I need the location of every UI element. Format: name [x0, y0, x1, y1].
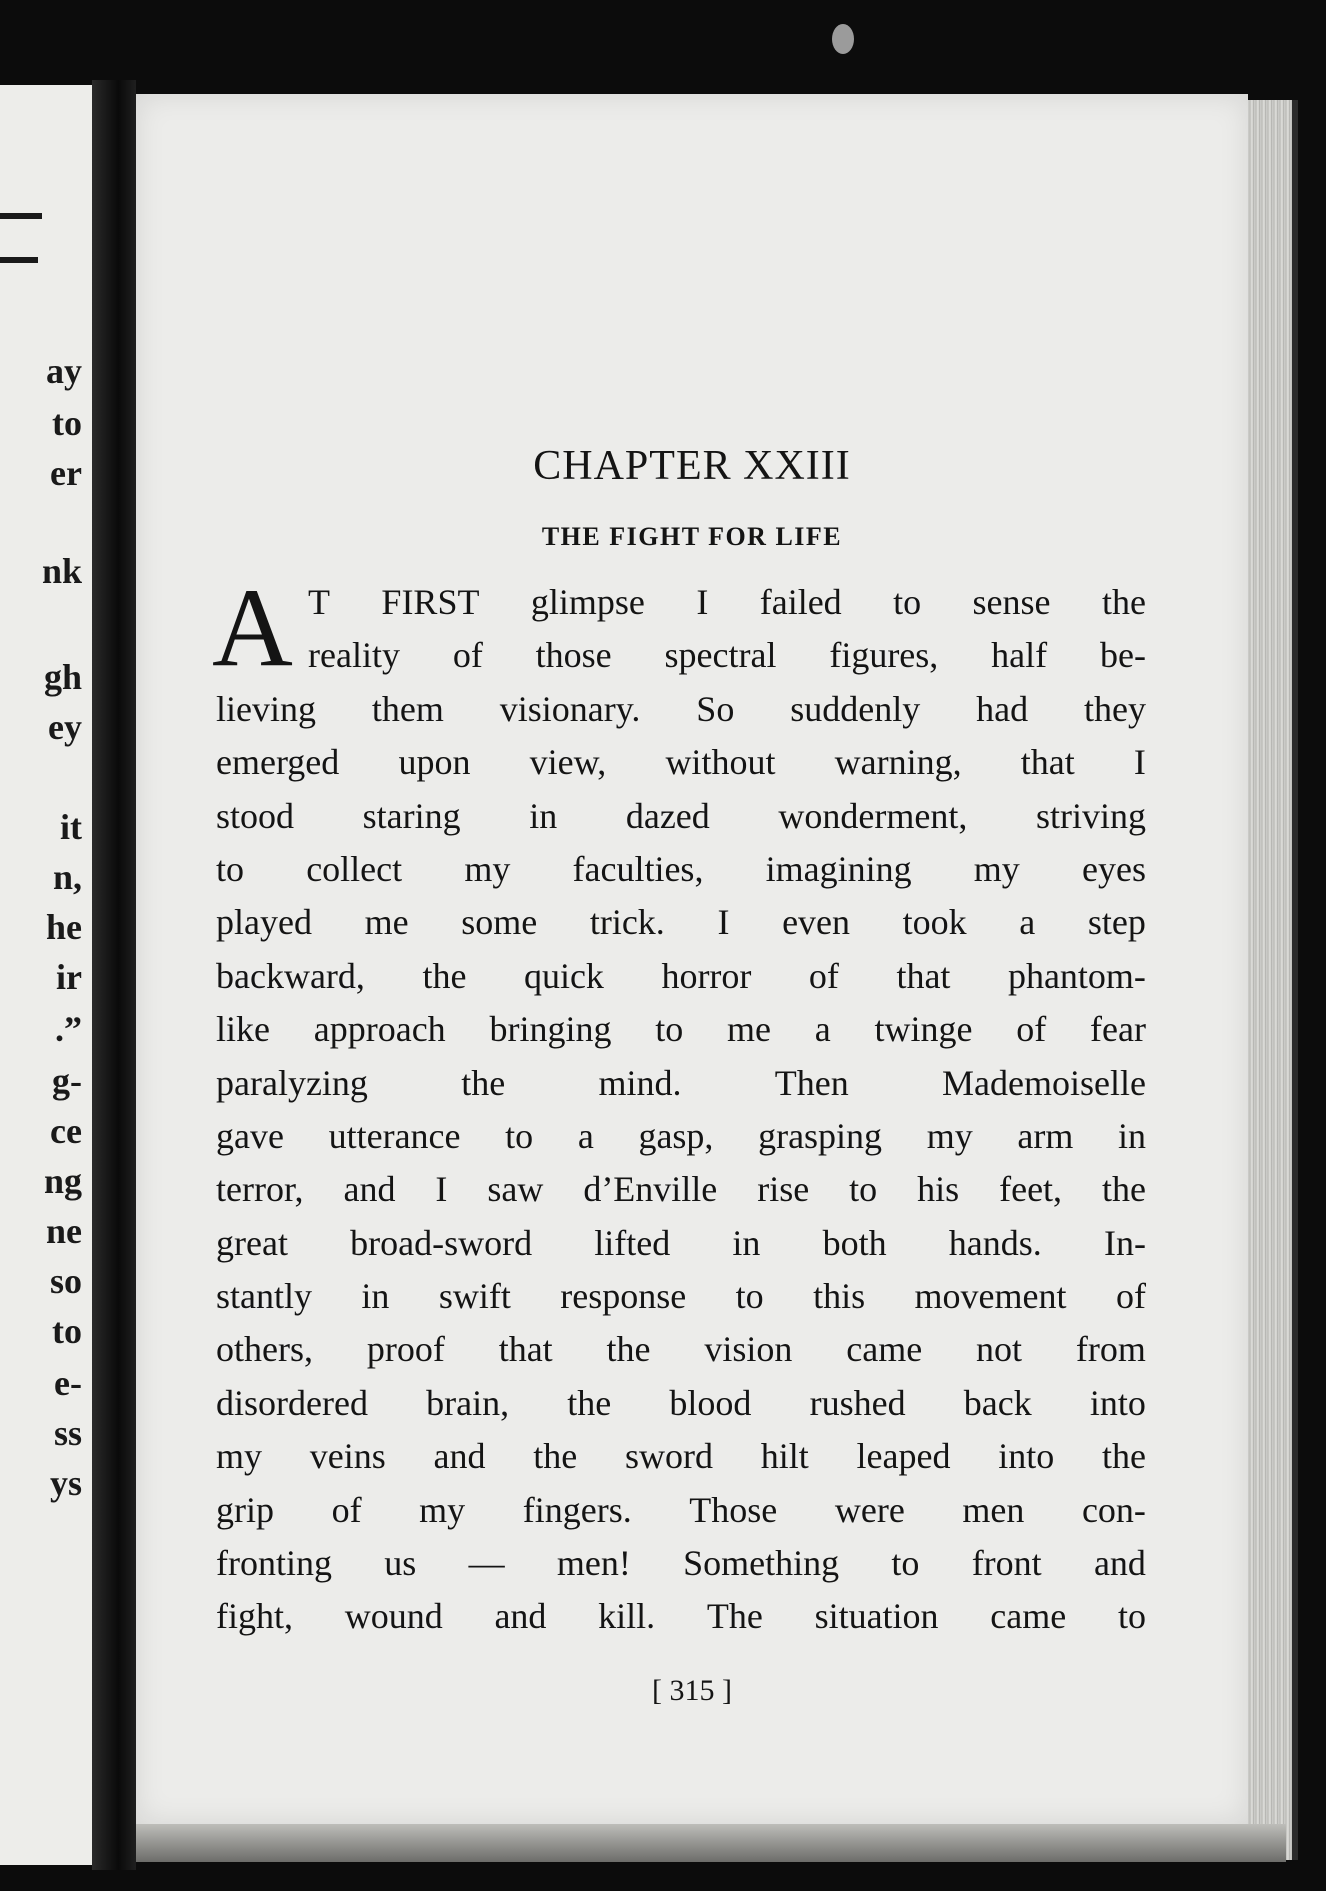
chapter-title: CHAPTER XXIII: [533, 443, 851, 489]
previous-page-text-fragment: nk: [41, 551, 82, 591]
text-line: others, proof that the vision came not from: [216, 1329, 1146, 1370]
previous-page-text-fragment: ir: [56, 957, 82, 997]
text-line: stood staring in dazed wonderment, striving: [216, 795, 1146, 836]
previous-page-text-fragment: ay: [46, 351, 82, 391]
text-line: paralyzing the mind. Then Mademoiselle: [216, 1062, 1146, 1103]
current-page: [136, 94, 1248, 1824]
text-line: my veins and the sword hilt leaped into the: [216, 1436, 1146, 1477]
text-line: fronting us — men! Something to front and: [216, 1543, 1146, 1584]
previous-page-text-fragment: he: [46, 907, 82, 947]
previous-page-text-fragment: ys: [49, 1463, 82, 1503]
text-line: stantly in swift response to this movement of: [216, 1276, 1146, 1317]
text-line: played me some trick. I even took a step: [216, 902, 1146, 943]
previous-page-text-fragment: ne: [46, 1211, 82, 1251]
previous-page-text-fragment: so: [49, 1261, 82, 1301]
previous-page-text-fragment: g-: [52, 1061, 82, 1101]
book-gutter: [92, 80, 136, 1870]
text-line: to collect my faculties, imagining my eyes: [216, 848, 1146, 889]
chapter-subtitle: THE FIGHT FOR LIFE: [541, 522, 843, 551]
text-line: disordered brain, the blood rushed back into: [216, 1382, 1146, 1423]
previous-page-text-fragment: e-: [54, 1363, 82, 1403]
previous-page-text-fragment: to: [52, 403, 82, 443]
text-line: fight, wound and kill. The situation came to: [216, 1596, 1146, 1637]
drop-cap: A: [212, 566, 293, 690]
left-page-rule: [0, 213, 42, 219]
text-line: backward, the quick horror of that phantom-: [216, 955, 1146, 996]
previous-page-text-fragment: to: [52, 1311, 82, 1351]
text-line: terror, and I saw d’Enville rise to his feet, the: [216, 1169, 1146, 1210]
previous-page-text-fragment: ce: [50, 1111, 82, 1151]
left-page-rule: [0, 257, 38, 263]
text-line: T FIRST glimpse I failed to sense the: [308, 582, 1146, 622]
text-line: gave utterance to a gasp, grasping my arm in: [216, 1115, 1146, 1156]
page-number: [ 315 ]: [652, 1674, 732, 1707]
text-line: like approach bringing to me a twinge of fear: [216, 1009, 1146, 1050]
previous-page-text-fragment: gh: [43, 657, 82, 697]
text-line: reality of those spectral figures, half be-: [308, 635, 1146, 676]
previous-page-text-fragment: ey: [48, 707, 82, 747]
text-line: great broad-sword lifted in both hands. In-: [216, 1222, 1146, 1263]
previous-page-text-fragment: .”: [55, 1009, 82, 1049]
bottom-page-edge: [136, 1824, 1286, 1862]
previous-page-text-fragment: er: [50, 453, 82, 493]
scan-speck: [832, 24, 854, 54]
previous-page-text-fragment: it: [60, 807, 82, 847]
chapter-body: [212, 566, 1146, 1644]
text-line: emerged upon view, without warning, that I: [216, 742, 1146, 783]
previous-page-text-fragment: ng: [43, 1161, 82, 1201]
text-line: grip of my fingers. Those were men con-: [216, 1489, 1146, 1530]
text-line: lieving them visionary. So suddenly had they: [216, 688, 1146, 729]
previous-page-sliver: [0, 85, 92, 1865]
previous-page-text-fragment: ss: [53, 1413, 82, 1453]
previous-page-text-fragment: n,: [52, 857, 82, 897]
